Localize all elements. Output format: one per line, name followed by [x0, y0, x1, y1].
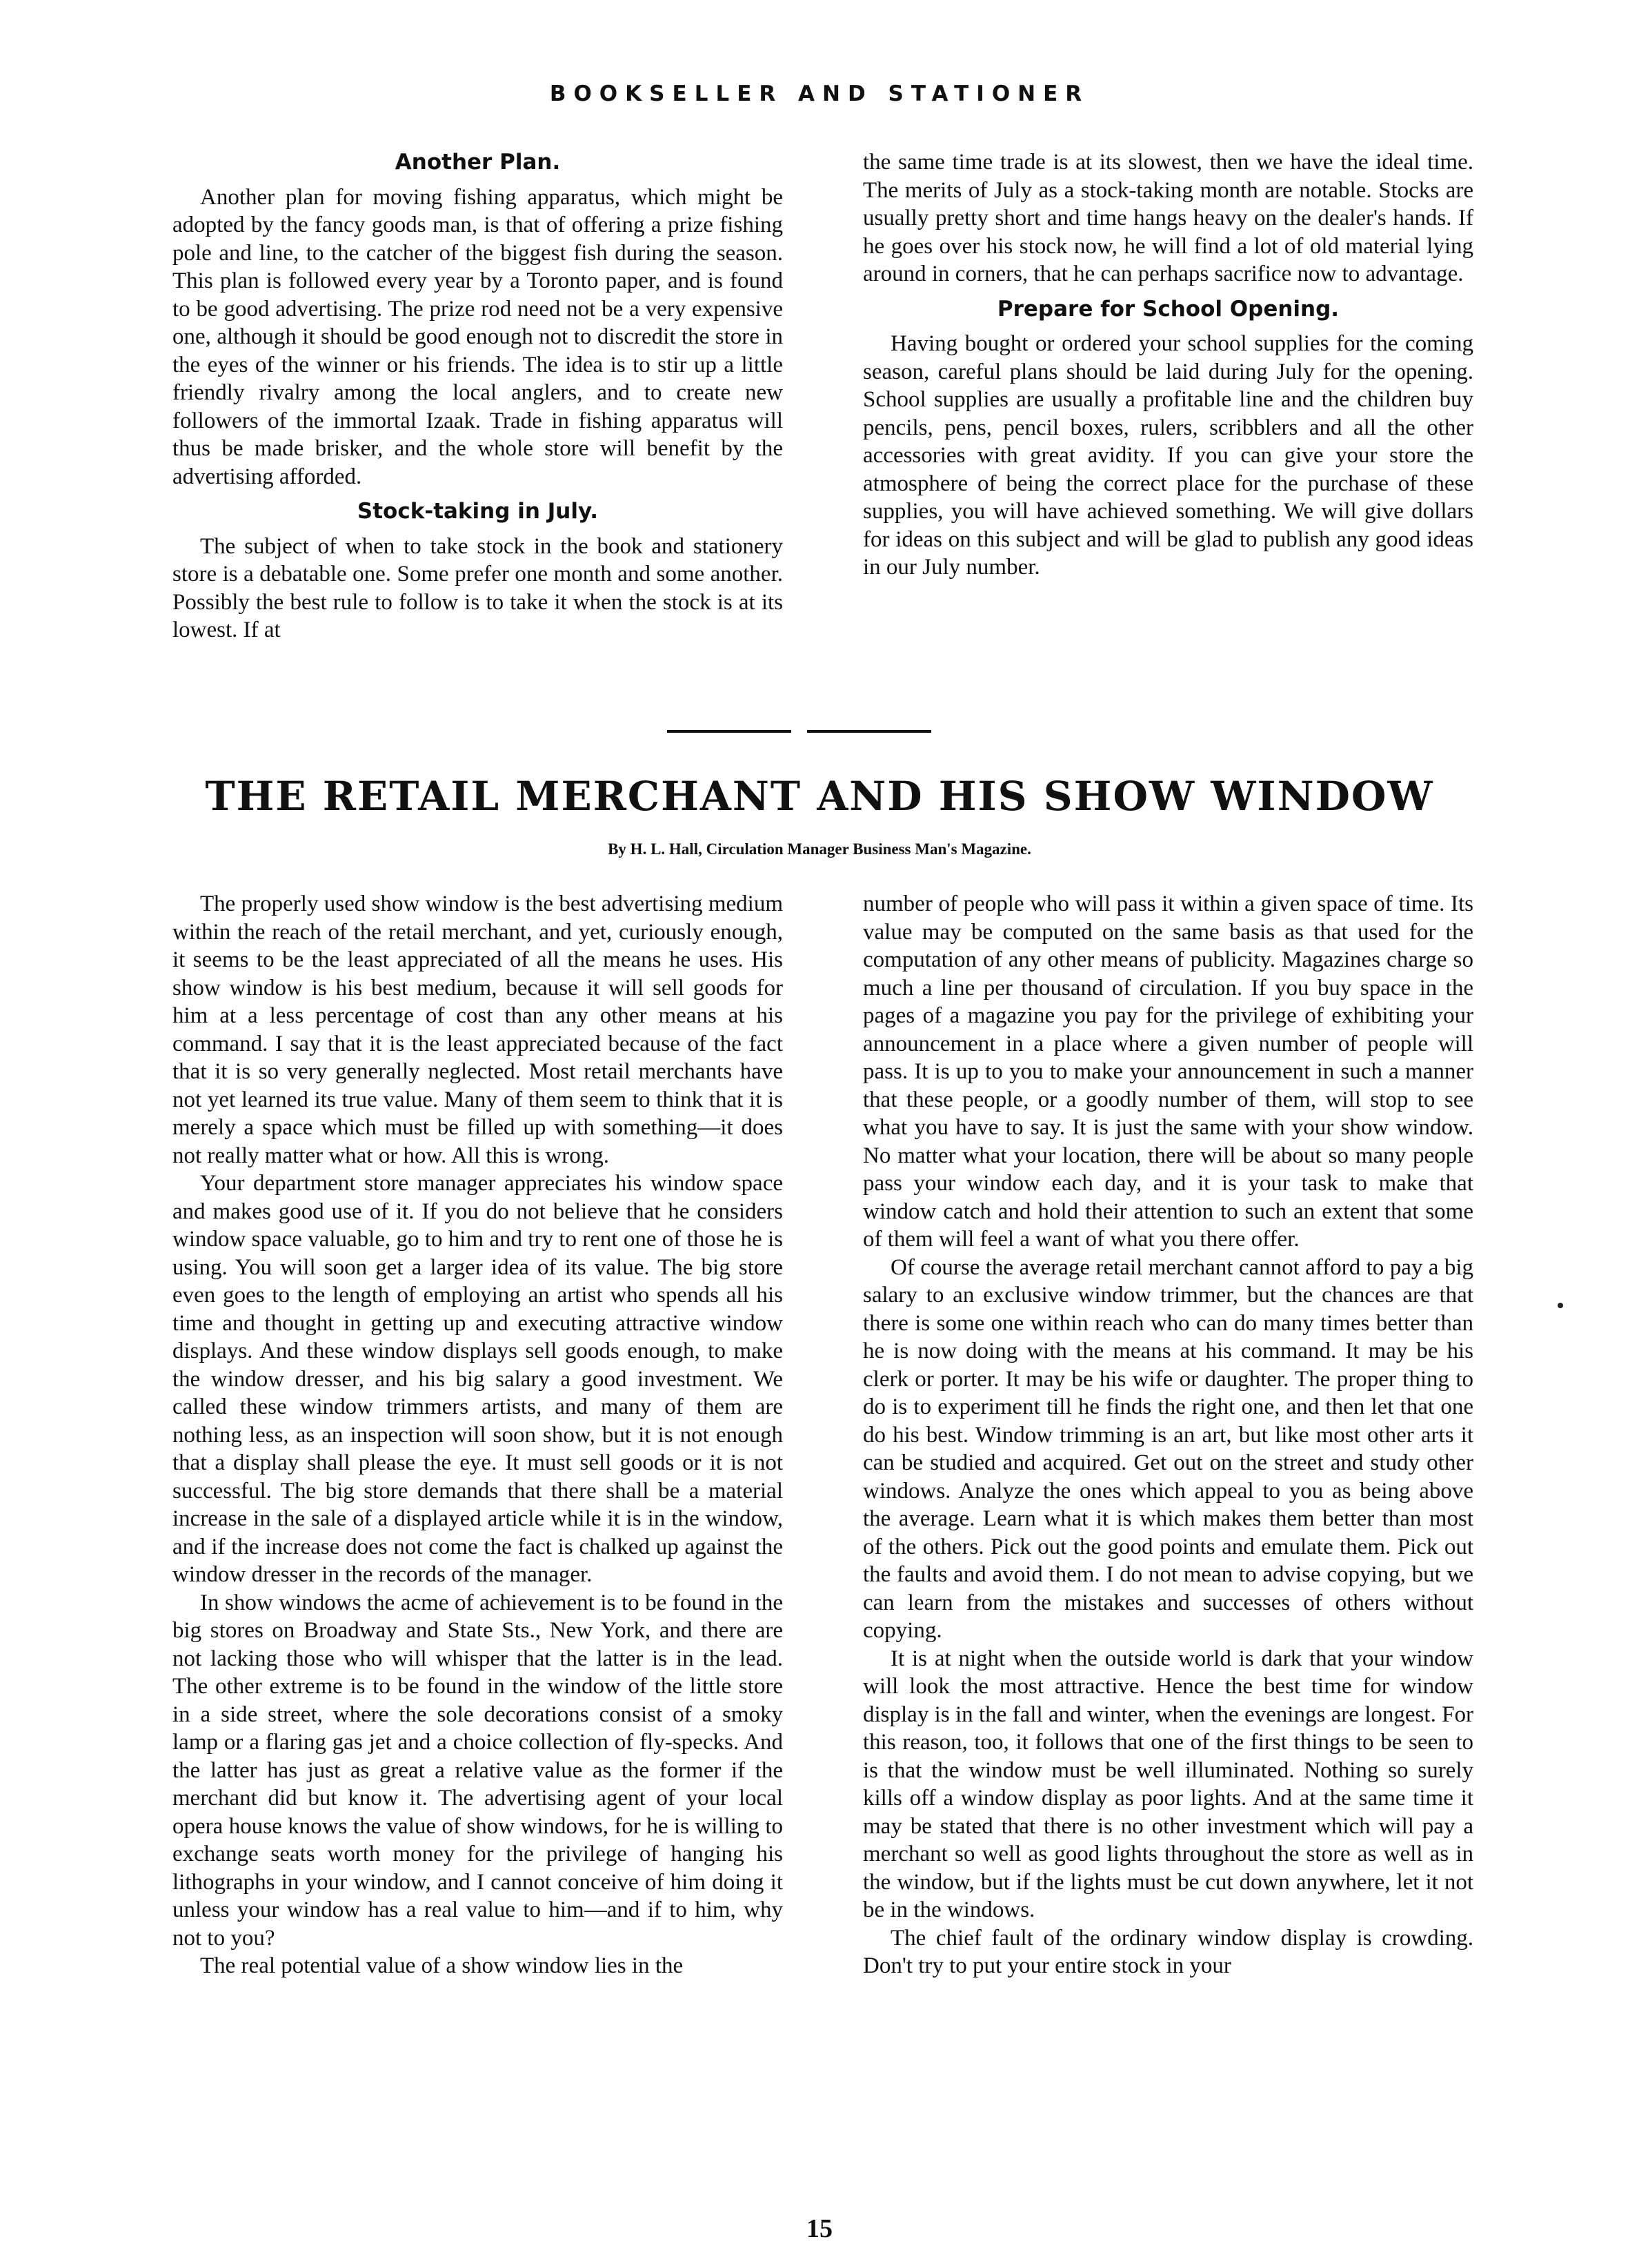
section-heading-stock-taking: Stock-taking in July.	[357, 499, 599, 524]
page-number: 15	[806, 2214, 833, 2243]
paragraph: the same time trade is at its slowest, then we have the ideal time. The merits of July as a stock-taking month are notable. Stocks are usually pretty short and time hangs heavy on the dealer's hands. If he goes over his stock now, he will find a lot of old material lying around in corners, that he can perhaps sacrifice now to advantage.	[863, 150, 1473, 286]
paragraph: The subject of when to take stock in the book and stationery store is a debatable one. Some prefer one month and some another. Possibly the best rule to follow is to take it when the stock is at its lowest. If at	[172, 533, 783, 642]
paragraph: The properly used show window is the best advertising medium within the reach of the retail merchant, and yet, curiously enough, it seems to be the least appreciated of all the means he uses. His show window is his best medium, because it will sell goods for him at a less percentage of cost than any other means at his command. I say that it is the least appreciated because of the fact that it is so very generally neglected. Most retail merchants have not yet learned its true value. Many of them seem to think that it is merely a space which must be filled up with something—it does not really matter what or how. All this is wrong.	[172, 891, 783, 1168]
paragraph: Of course the average retail merchant cannot afford to pay a big salary to an exclusive window trimmer, but the chances are that there is some one within reach who can do many times better than he is now doing with the means at his command. It may be his clerk or porter. It may be his wife or daughter. The proper thing to do is to experiment till he finds the right one, and then let that one do his best. Window trimming is an art, but like most other arts it can be studied and acquired. Get out on the street and study other windows. Analyze the ones which appeal to you as being above the average. Learn what it is which makes them better than most of the others. Pick out the good points and emulate them. Pick out the faults and avoid them. I do not mean to advise copying, but we can learn from the mistakes and successes of others without copying.	[863, 1254, 1473, 1643]
section-heading-school-opening: Prepare for School Opening.	[997, 296, 1340, 322]
paragraph: Having bought or ordered your school supplies for the coming season, careful plans should be laid during July for the opening. School supplies are usually a profitable line and the children buy pencils, pens, pencil boxes, rulers, scribblers and all the other accessories with great avidity. If you can give your store the atmosphere of being the correct place for the purchase of these supplies, you will have achieved something. We will give dollars for ideas on this subject and will be glad to publish any good ideas in our July number.	[863, 331, 1473, 580]
paragraph: In show windows the acme of achievement is to be found in the big stores on Broadway and State Sts., New York, and there are not lacking those who will whisper that the latter is in the lead. The other extreme is to be found in the window of the little store in a side street, where the sole decorations consist of a smoky lamp or a flaring gas jet and a choice collection of fly-specks. And the latter has just as great a relative value as the former if the merchant did but know it. The advertising agent of your local opera house knows the value of show windows, for he is willing to exchange seats worth money for the privilege of hanging his lithographs in your window, and I cannot conceive of him doing it unless your window has a real value to him—and if to him, why not to you?	[172, 1590, 783, 1951]
top-right-column	[863, 148, 1473, 582]
divider-rule-right	[807, 730, 931, 733]
article-right-column	[863, 890, 1473, 1980]
paragraph: The chief fault of the ordinary window display is crowding. Don't try to put your entire stock in your	[863, 1925, 1473, 1978]
paragraph: Another plan for moving fishing apparatus, which might be adopted by the fancy goods man, is that of offering a prize fishing pole and line, to the catcher of the biggest fish during the season. This plan is followed every year by a Toronto paper, and is found to be good advertising. The prize rod need not be a very expensive one, although it should be good enough not to discredit the store in the eyes of the winner or his friends. The idea is to stir up a little friendly rivalry among the local anglers, and to create new followers of the immortal Izaak. Trade in fishing apparatus will thus be made brisker, and the whole store will benefit by the advertising afforded.	[172, 184, 783, 489]
ink-speck	[1558, 1303, 1563, 1308]
divider-rule-left	[667, 730, 791, 733]
article-headline: THE RETAIL MERCHANT AND HIS SHOW WINDOW	[205, 773, 1434, 820]
article-left-column	[172, 890, 783, 1980]
article-byline: By H. L. Hall, Circulation Manager Business Man's Magazine.	[608, 840, 1031, 858]
running-head: BOOKSELLER AND STATIONER	[549, 81, 1090, 106]
paragraph: number of people who will pass it within a given space of time. Its value may be computed on the same basis as that used for the computation of any other means of publicity. Magazines charge so much a line per thousand of circulation. If you buy space in the pages of a magazine you pay for the privilege of exhibiting your announcement in a place where a given number of people will pass. It is up to you to make your announcement in such a manner that these people, or a goodly number of them, will stop to see what you have to say. It is just the same with your show window. No matter what your location, there will be about so many people pass your window each day, and it is your task to make that window catch and hold their attention to such an extent that some of them will feel a want of what you there offer.	[863, 891, 1473, 1252]
paragraph: The real potential value of a show window lies in the	[200, 1953, 684, 1978]
section-heading-another-plan: Another Plan.	[395, 150, 561, 175]
paragraph: It is at night when the outside world is dark that your window will look the most attractive. Hence the best time for window display is in the fall and winter, when the evenings are longest. For this reason, too, it follows that one of the first things to be seen to is that the window must be well illuminated. Nothing so surely kills off a window display as poor lights. And at the same time it may be stated that there is no other investment which will pay a merchant so well as good lights throughout the store as well as in the window, but if the lights must be cut down anywhere, let it not be in the windows.	[863, 1646, 1473, 1922]
top-left-column	[172, 148, 783, 644]
paragraph: Your department store manager appreciates his window space and makes good use of it. If you do not believe that he considers window space valuable, go to him and try to rent one of those he is using. You will soon get a larger idea of its value. The big store even goes to the length of employing an artist who spends all his time and thought in getting up and executing attractive window displays. And these window displays sell goods enough, to make the window dresser, and his big salary a good investment. We called these window trimmers artists, and many of them are nothing less, as an inspection will soon show, but it is not enough that a display shall please the eye. It must sell goods or it is not successful. The big store demands that there shall be a material increase in the sale of a displayed article while it is in the window, and if the increase does not come the fact is chalked up against the window dresser in the records of the manager.	[172, 1171, 783, 1587]
